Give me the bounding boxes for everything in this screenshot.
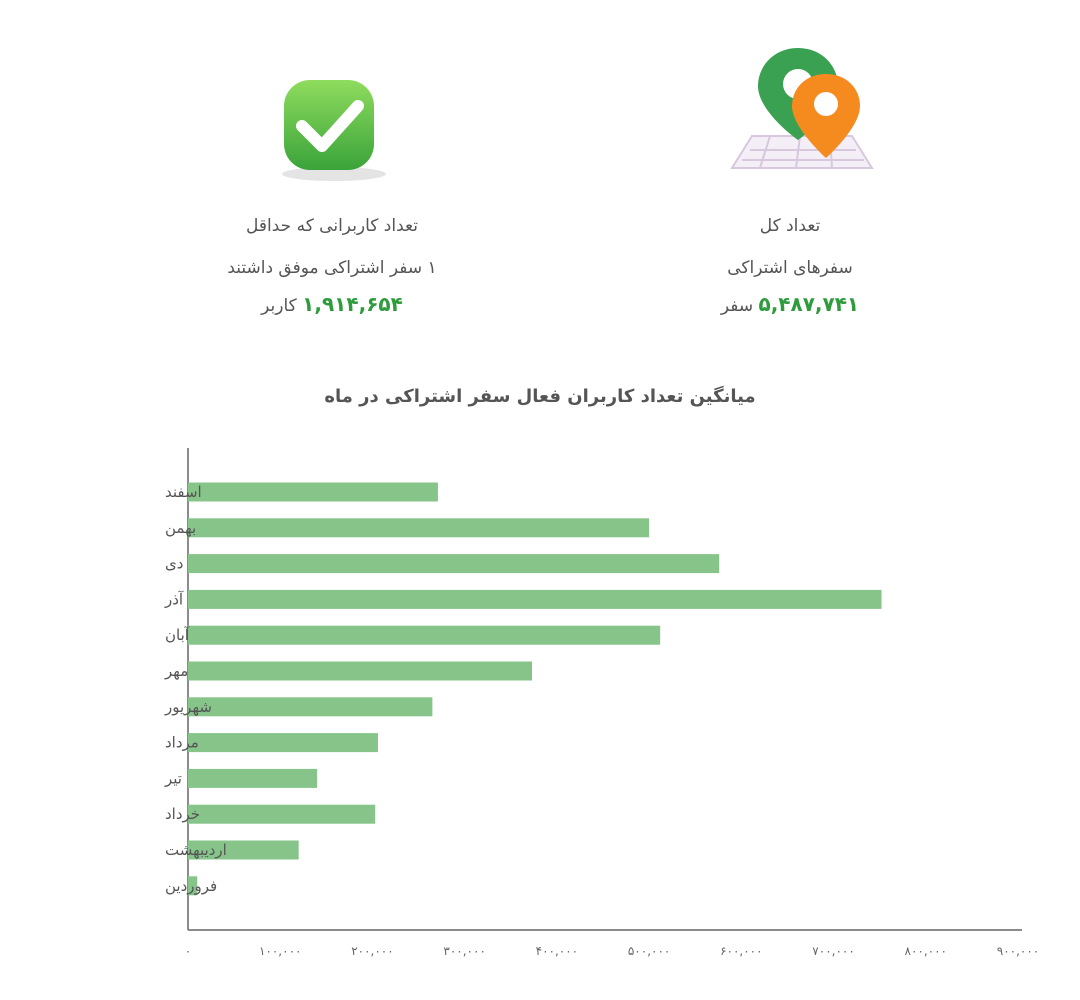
stat-trips-line1: تعداد کل — [759, 216, 821, 236]
x-tick-label-3: ۳۰۰,۰۰۰ — [443, 944, 486, 958]
x-tick-label-0: ۰ — [184, 944, 192, 958]
stat-trips-unit: سفر — [720, 296, 754, 316]
bar-7 — [188, 697, 432, 716]
x-tick-label-2: ۲۰۰,۰۰۰ — [351, 944, 394, 958]
bar-6 — [188, 662, 532, 681]
category-label-1: اسفند — [165, 483, 202, 501]
category-label-5: آبان — [165, 626, 189, 645]
category-label-12: فروردین — [165, 876, 218, 895]
stat-users-line1: تعداد کاربرانی که حداقل — [246, 216, 418, 236]
x-tick-label-5: ۵۰۰,۰۰۰ — [627, 944, 671, 958]
x-tick-label-7: ۷۰۰,۰۰۰ — [812, 944, 855, 958]
bar-1 — [188, 483, 438, 502]
bar-10 — [188, 805, 375, 824]
chart-title: میانگین تعداد کاربران فعال سفر اشتراکی در ماه — [324, 386, 756, 407]
x-tick-label-1: ۱۰۰,۰۰۰ — [258, 944, 302, 958]
category-label-9: تیر — [165, 769, 182, 788]
bar-5 — [188, 626, 660, 645]
stat-users-line2: ۱ سفر اشتراکی موفق داشتند — [227, 258, 437, 278]
stat-trips-value: ۵,۴۸۷,۷۴۱ — [758, 292, 860, 316]
bar-8 — [188, 733, 378, 752]
category-label-8: مرداد — [165, 733, 199, 752]
stat-trips-line2: سفرهای اشتراکی — [727, 258, 853, 278]
bar-3 — [188, 554, 719, 573]
category-label-7: شهریور — [165, 697, 212, 716]
stat-users-unit: کاربر — [261, 296, 297, 316]
stat-users-value: ۱,۹۱۴,۶۵۴ — [302, 292, 403, 316]
bar-2 — [188, 518, 649, 537]
bar-9 — [188, 769, 317, 788]
category-label-6: مهر — [165, 662, 189, 680]
category-label-4: آذر — [165, 590, 184, 609]
x-tick-label-8: ۸۰۰,۰۰۰ — [904, 944, 948, 958]
category-label-11: اردیبهشت — [165, 841, 227, 859]
x-tick-label-6: ۶۰۰,۰۰۰ — [720, 944, 763, 958]
category-label-2: بهمن — [165, 518, 197, 537]
category-label-10: خرداد — [165, 805, 201, 824]
bar-4 — [188, 590, 882, 609]
x-tick-label-4: ۴۰۰,۰۰۰ — [535, 944, 579, 958]
x-tick-label-9: ۹۰۰,۰۰۰ — [996, 944, 1040, 958]
category-label-3: دی — [165, 554, 184, 573]
